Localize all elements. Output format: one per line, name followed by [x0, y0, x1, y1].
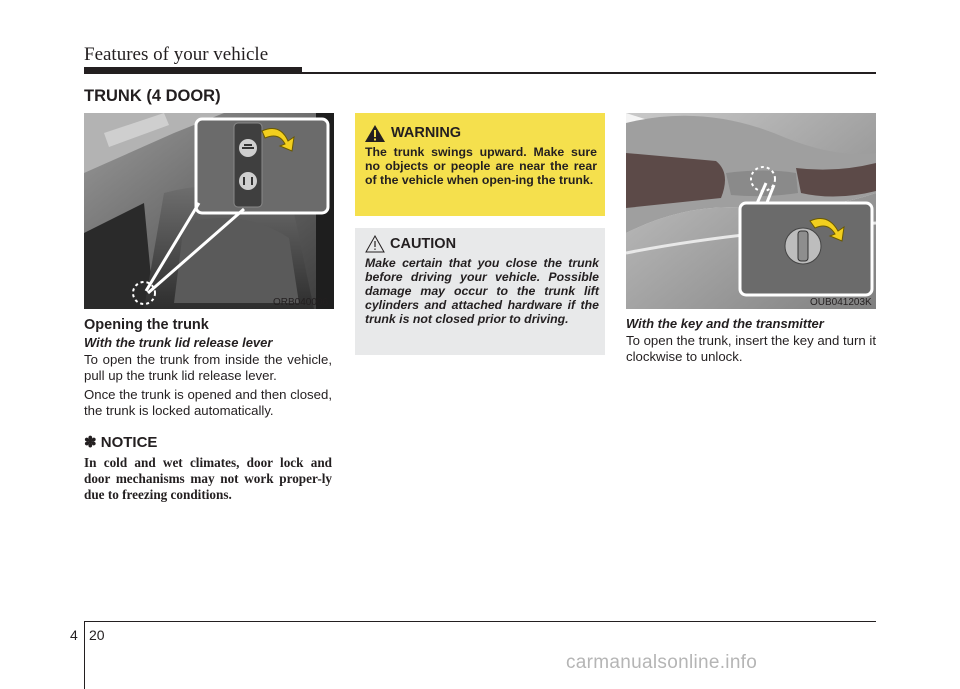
watermark: carmanualsonline.info — [566, 652, 758, 673]
opening-trunk-heading: Opening the trunk — [84, 317, 209, 333]
header-title: Features of your vehicle — [84, 44, 269, 65]
footer-rule — [84, 621, 876, 622]
footer-divider — [84, 621, 85, 689]
auto-lock-paragraph: Once the trunk is opened and then closed, the trunk is locked automatically. — [84, 387, 332, 418]
section-title: TRUNK (4 DOOR) — [84, 87, 221, 105]
notice-body: In cold and wet climates, door lock and door mechanisms may not work proper-ly due to freezing conditions. — [84, 455, 332, 502]
release-lever-subheading: With the trunk lid release lever — [84, 335, 273, 350]
right-image-caption: OUB041203K — [810, 297, 872, 308]
warning-title: WARNING — [391, 125, 462, 141]
header-rule — [84, 72, 876, 74]
caution-body: Make certain that you close the trunk before driving your vehicle. Possible damage may occur to the trunk lift cylinders and attached hardware if the trunk is not closed prior to driving. — [365, 256, 599, 326]
trunk-lever-image — [84, 113, 334, 309]
caution-title: CAUTION — [390, 236, 457, 252]
trunk-key-image — [626, 113, 876, 309]
trunk-lever-illustration — [84, 113, 334, 309]
chapter-number: 4 — [70, 627, 78, 643]
page-number: 20 — [89, 627, 105, 643]
warning-body: The trunk swings upward. Make sure no objects or people are near the rear of the vehicle when open-ing the trunk. — [365, 145, 597, 187]
key-instructions-paragraph: To open the trunk, insert the key and turn it clockwise to unlock. — [626, 333, 876, 364]
trunk-key-illustration — [626, 113, 876, 309]
key-transmitter-subheading: With the key and the transmitter — [626, 316, 824, 331]
caution-icon — [365, 235, 385, 258]
lever-instructions-paragraph: To open the trunk from inside the vehicle, pull up the trunk lid release lever. — [84, 352, 332, 383]
notice-title: ✽ NOTICE — [84, 434, 158, 451]
left-image-caption: ORB040006 — [273, 297, 329, 308]
